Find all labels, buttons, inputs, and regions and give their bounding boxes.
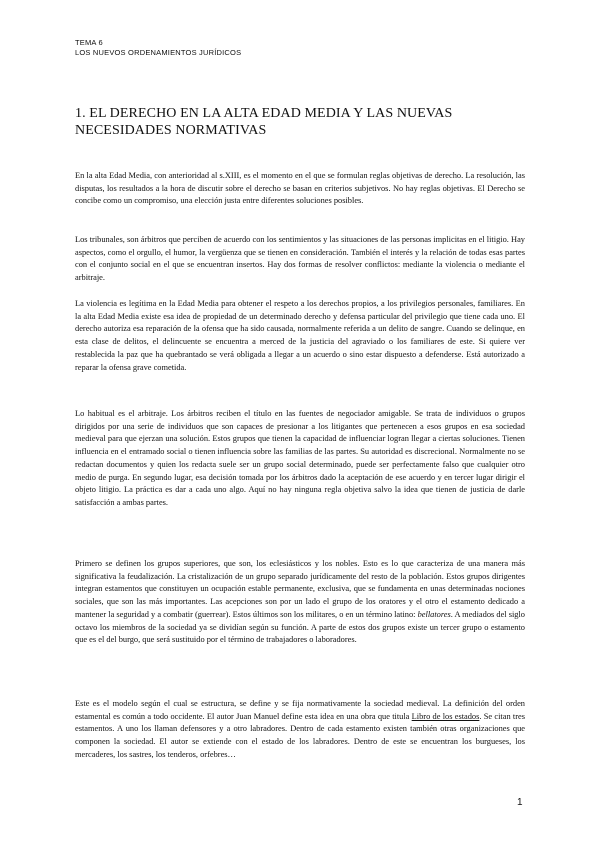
paragraph-1-text: En la alta Edad Media, con anterioridad al s.XIII, es el momento en el que se formulan reglas objetivas de derecho. La resolución, las disputas, los resultados a la hora de discutir sobre el derecho se basan en criterios subjetivos. No hay reglas objetivas. El Derecho se concibe como un compromiso, una elección justa entre diferentes soluciones posibles. xyxy=(75,171,525,206)
latin-term-bellatores: bellatores xyxy=(417,609,451,619)
paragraph-6-text xyxy=(75,698,525,762)
paragraph-5-part-a: Primero se definen los grupos superiores, que son, los eclesiásticos y los nobles. Esto es lo que caracteriza de una manera más significativa la feudalización. La cristalización de un grupo separado jurídicamente del resto de la población. Estos grupos dirigentes integran estamentos que constituyen un ocupación estable permanente, exclusiva, que se fundamenta en unas determinadas nociones sociales, que son las más importantes. Las acepciones son por un lado el grupo de los oratores y el otro el estamento dedicado a mantener la seguridad y a combatir (guerrear). Estos últimos son los militares, o en un término latino: xyxy=(75,559,525,619)
paragraph-6 xyxy=(75,698,525,762)
page-number: 1 xyxy=(517,797,523,808)
paragraph-3-text: La violencia es legítima en la Edad Media para obtener el respeto a los derechos propios, a los privilegios personales, familiares. En la alta Edad Media existe esa idea de propiedad de un determinado derecho y defensa particular del privilegio que tiene cada uno. El derecho autoriza esa reparación de la ofensa que ha sido causada, normalmente referida a un delito de sangre. Cuando se delinque, en esta clase de delitos, el delincuente se encuentra a merced de la justicia del agraviado o los familiares de este. Si quiere ver restablecida la paz que ha quebrantado se verá obligada a llegar a un acuerdo o sino estar dispuesto a defenderse. Está autorizado a reparar la ofensa grave cometida. xyxy=(75,299,525,372)
book-title-libro-de-los-estados: Libro de los estados xyxy=(411,711,480,721)
paragraph-2-text: Los tribunales, son árbitros que perciben de acuerdo con los sentimientos y las situaciones de las personas implicitas en el litigio. Hay aspectos, como el orgullo, el humor, la vergüenza que se tienen en consideración. También el interés y la relación de todas esas partes con el conjunto social en el que se encuentran insertos. Hay dos formas de resolver conflictos: mediante la violencia o mediante el arbitraje. xyxy=(75,235,525,283)
paragraph-6-part-b: . Se citan tres estamentos. A uno los llaman defensores y a otro labradores. Dentro de cada estamento existen también otras organizaciones que componen la sociedad. El autor se extiende con el estado de los labradores. Dentro de este se encuentran los burgueses, los mercaderes, los sastres, los tenderos, orfebres… xyxy=(75,711,525,759)
paragraph-5-part-b: . A mediados del siglo octavo los miembros de la sociedad ya se dividían según su función. A parte de estos dos grupos existe un tercer grupo o estamento que es el del burgo, que será sustituido por el término de trabajadores o laboradores. xyxy=(75,609,525,645)
paragraph-4 xyxy=(75,408,525,510)
paragraph-1 xyxy=(75,170,525,208)
section-title: 1. EL DERECHO EN LA ALTA EDAD MEDIA Y LAS NUEVAS NECESIDADES NORMATIVAS xyxy=(75,106,453,138)
running-header xyxy=(75,38,241,58)
header-topic: TEMA 6 xyxy=(75,38,103,47)
paragraph-5 xyxy=(75,558,525,647)
paragraph-3 xyxy=(75,298,525,374)
paragraph-4-text: Lo habitual es el arbitraje. Los árbitros reciben el título en las fuentes de negociador amigable. Se trata de individuos o grupos dirigidos por una serie de individuos que son capaces de presionar a los litigantes que pertenecen a esos grupos en esa sociedad medieval para que ejerzan una solución. Estos grupos que tienen la capacidad de influenciar logran llegar a ciertas soluciones. Tienen influencia en el entramado social o tienen influencia sobre las familias de las partes. Su autoridad es discrecional. Normalmente no se redactan documentos y quien los redacta suele ser un grupo social determinado, puede ser perfectamente falso que cualquier otro medio de purga. En segundo lugar, esa decisión tomada por los árbitros dado la aceptación de ese acuerdo y en tercer lugar dirigir el objeto litigio. La práctica es dar a cada uno algo. Aquí no hay ninguna regla objetiva salvo la idea que tienen de justicia de darle satisfacción a ambas partes. xyxy=(75,409,525,507)
paragraph-6-part-a: Este es el modelo según el cual se estructura, se define y se fija normativamente la sociedad medieval. La definición del orden estamental es común a todo occidente. El autor Juan Manuel define esta idea en una obra que titula xyxy=(75,699,525,721)
header-subtitle: LOS NUEVOS ORDENAMIENTOS JURÍDICOS xyxy=(75,48,242,57)
paragraph-2 xyxy=(75,234,525,285)
paragraph-5-text xyxy=(75,558,525,647)
